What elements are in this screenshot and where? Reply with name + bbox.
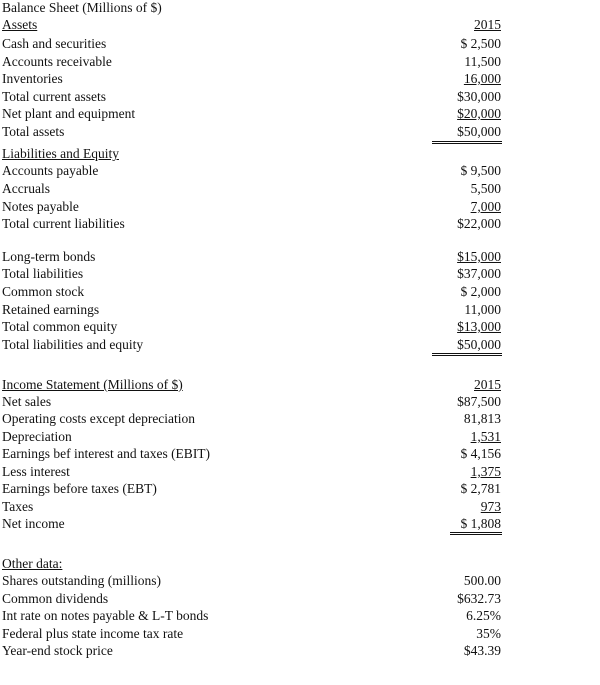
row-label-total-current-liabilities: Total current liabilities (2, 216, 125, 231)
row-label-taxes: Taxes (2, 499, 34, 514)
row-label-common-stock: Common stock (2, 284, 85, 299)
row-label-notes-payable: Notes payable (2, 199, 79, 214)
row-value-total-current-assets: $30,000 (457, 89, 501, 104)
row-value-notes-payable: 7,000 (470, 199, 501, 214)
row-value-interest-rate: 6.25% (466, 608, 501, 623)
row-value-common-stock: $ 2,000 (460, 284, 501, 299)
row-value-stock-price: $43.39 (463, 643, 501, 658)
row-value-ebt: $ 2,781 (460, 481, 501, 496)
row-value-total-common-equity: $13,000 (457, 319, 501, 334)
row-label-shares-outstanding: Shares outstanding (millions) (2, 573, 161, 588)
other-data-title: Other data: (2, 556, 63, 571)
row-label-operating-costs: Operating costs except depreciation (2, 411, 196, 426)
row-label-total-current-assets: Total current assets (2, 89, 107, 104)
row-value-operating-costs: 81,813 (463, 411, 501, 426)
row-label-total-common-equity: Total common equity (2, 319, 118, 334)
row-label-total-liabilities-equity: Total liabilities and equity (2, 337, 144, 352)
row-value-total-current-liabilities: $22,000 (457, 216, 501, 231)
row-value-taxes: 973 (480, 499, 501, 514)
row-value-cash: $ 2,500 (460, 36, 501, 51)
row-label-net-plant: Net plant and equipment (2, 106, 136, 121)
balance-year-header: 2015 (474, 17, 501, 32)
row-label-net-sales: Net sales (2, 394, 52, 409)
row-value-retained-earnings: 11,000 (464, 302, 501, 317)
row-value-common-dividends: $632.73 (457, 591, 501, 606)
income-statement-title: Income Statement (Millions of $) (2, 377, 183, 392)
row-value-net-income: $ 1,808 (460, 516, 501, 531)
row-label-receivables: Accounts receivable (2, 54, 112, 69)
row-value-less-interest: 1,375 (470, 464, 501, 479)
row-value-depreciation: 1,531 (470, 429, 501, 444)
row-value-accounts-payable: $ 9,500 (460, 163, 501, 178)
row-label-depreciation: Depreciation (2, 429, 72, 444)
row-label-tax-rate: Federal plus state income tax rate (2, 626, 184, 641)
row-label-long-term-bonds: Long-term bonds (2, 249, 96, 264)
row-value-tax-rate: 35% (476, 626, 501, 641)
row-value-accruals: 5,500 (470, 181, 501, 196)
row-label-ebit: Earnings bef interest and taxes (EBIT) (2, 446, 211, 461)
total-assets-double-rule (432, 141, 502, 144)
row-value-receivables: 11,500 (464, 54, 501, 69)
row-label-inventories: Inventories (2, 71, 63, 86)
net-income-double-rule (450, 532, 502, 535)
row-value-shares-outstanding: 500.00 (463, 573, 501, 588)
row-value-net-sales: $87,500 (457, 394, 501, 409)
row-value-total-assets: $50,000 (457, 124, 501, 139)
liabilities-equity-heading: Liabilities and Equity (2, 146, 119, 161)
income-year-header: 2015 (474, 377, 501, 392)
row-label-net-income: Net income (2, 516, 65, 531)
row-value-total-liabilities: $37,000 (457, 266, 501, 281)
row-value-long-term-bonds: $15,000 (457, 249, 501, 264)
row-label-common-dividends: Common dividends (2, 591, 109, 606)
row-label-less-interest: Less interest (2, 464, 70, 479)
row-label-cash: Cash and securities (2, 36, 107, 51)
total-liab-equity-double-rule (432, 353, 502, 356)
row-label-retained-earnings: Retained earnings (2, 302, 100, 317)
row-value-total-liabilities-equity: $50,000 (457, 337, 501, 352)
row-value-net-plant: $20,000 (457, 106, 501, 121)
row-label-total-assets: Total assets (2, 124, 65, 139)
row-label-interest-rate: Int rate on notes payable & L-T bonds (2, 608, 209, 623)
row-label-stock-price: Year-end stock price (2, 643, 113, 658)
row-label-accounts-payable: Accounts payable (2, 163, 99, 178)
row-label-total-liabilities: Total liabilities (2, 266, 84, 281)
balance-sheet-title: Balance Sheet (Millions of $) (2, 0, 162, 15)
assets-heading: Assets (2, 17, 38, 32)
row-label-accruals: Accruals (2, 181, 50, 196)
row-value-inventories: 16,000 (463, 71, 501, 86)
row-label-ebt: Earnings before taxes (EBT) (2, 481, 157, 496)
row-value-ebit: $ 4,156 (460, 446, 501, 461)
